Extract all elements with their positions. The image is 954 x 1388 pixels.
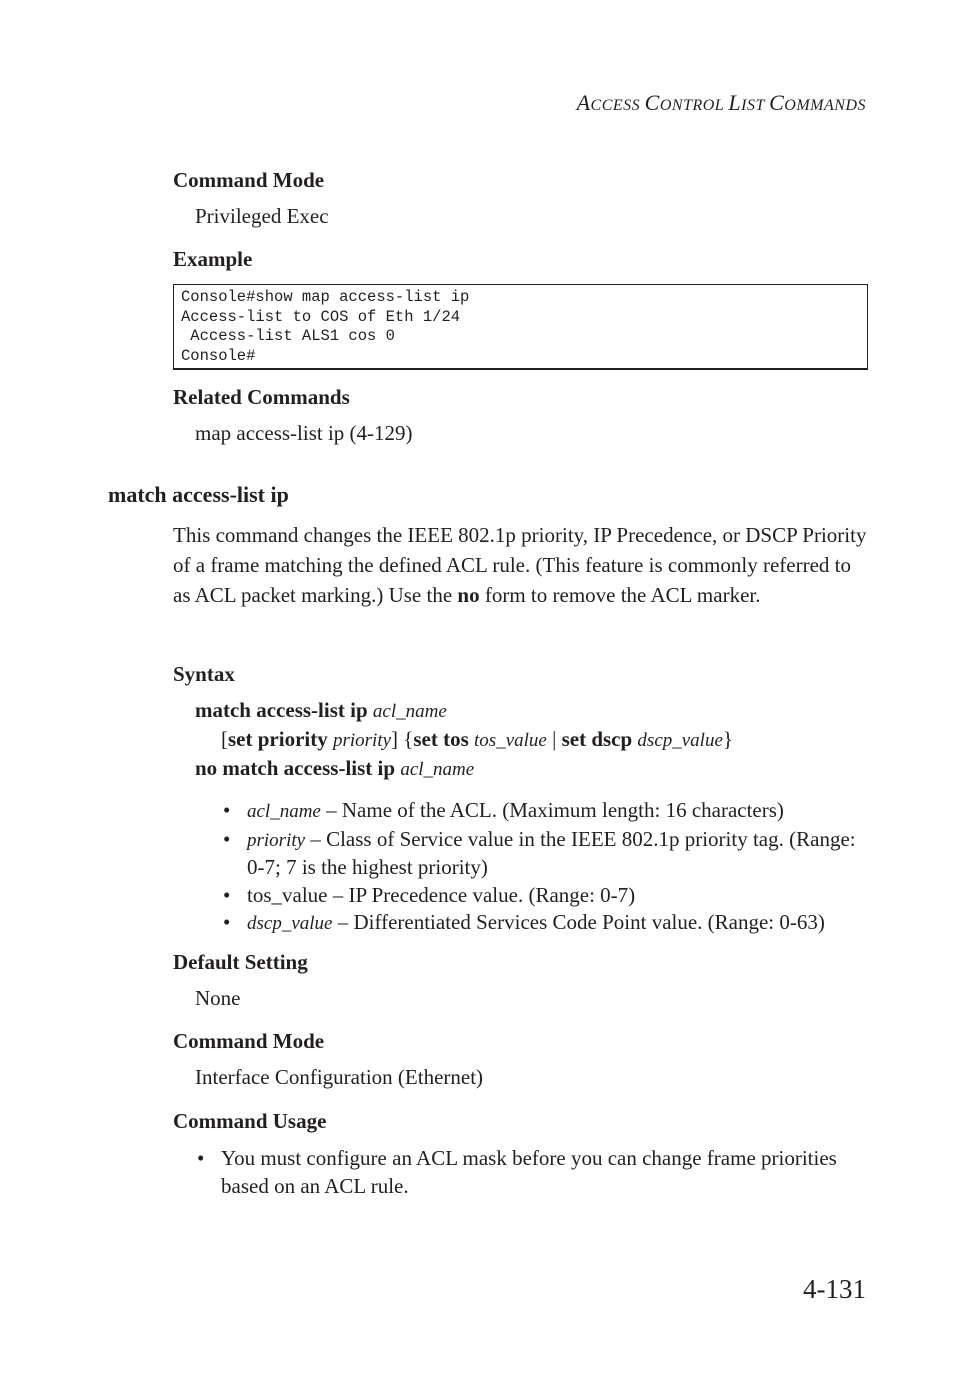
code-line: Access-list ALS1 cos 0 [181,327,395,345]
running-header [577,90,866,116]
parameter-list [223,797,877,938]
header-part: CONTROL [644,90,729,115]
list-item: • You must configure an ACL mask before you can change frame priorities based on an ACL rule. [197,1146,837,1198]
default-setting-value: None [195,986,241,1010]
command-mode-value: Interface Configuration (Ethernet) [195,1065,484,1089]
no-keyword: no [457,583,480,607]
header-part: ACCESS [576,90,645,115]
section-title: match access-list ip [108,482,289,507]
example-heading: Example [173,247,253,271]
section-description: This command changes the IEEE 802.1p priority, IP Precedence, or DSCP Priority of a frame matching the defined ACL rule. (This feature is commonly referred to as ACL packet marking.) Use the no form to remove the ACL marker. [173,523,867,607]
list-item: • priority – Class of Service value in the IEEE 802.1p priority tag. (Range: 0-7; 7 is the highest priority) [223,826,856,879]
example-code-box [173,284,868,370]
syntax-line-1: match access-list ip acl_name [195,698,447,722]
command-usage-heading: Command Usage [173,1109,327,1133]
code-line: Access-list to COS of Eth 1/24 [181,307,461,326]
command-mode-heading: Command Mode [173,168,325,192]
syntax-line-2: [set priority priority] {set tos tos_value | set dscp dscp_value} [221,727,733,751]
syntax-heading: Syntax [173,662,235,686]
default-setting-heading: Default Setting [173,950,308,974]
list-item: • acl_name – Name of the ACL. (Maximum length: 16 characters) [223,798,784,822]
list-item: • tos_value – IP Precedence value. (Range: 0-7) [223,882,636,907]
header-part: LIST [728,90,770,115]
command-mode-heading: Command Mode [173,1029,325,1053]
related-commands-value: map access-list ip (4-129) [195,421,413,445]
code-line: Console# [181,346,256,365]
page-number: 4-131 [803,1274,866,1304]
syntax-line-3: no match access-list ip acl_name [195,756,475,780]
command-mode-value: Privileged Exec [195,204,329,228]
header-part: COMMANDS [769,90,866,115]
usage-list [197,1145,841,1200]
code-line: Console#show map access-list ip [181,288,470,306]
list-item: • dscp_value – Differentiated Services Code Point value. (Range: 0-63) [223,910,825,934]
related-commands-heading: Related Commands [173,385,350,409]
